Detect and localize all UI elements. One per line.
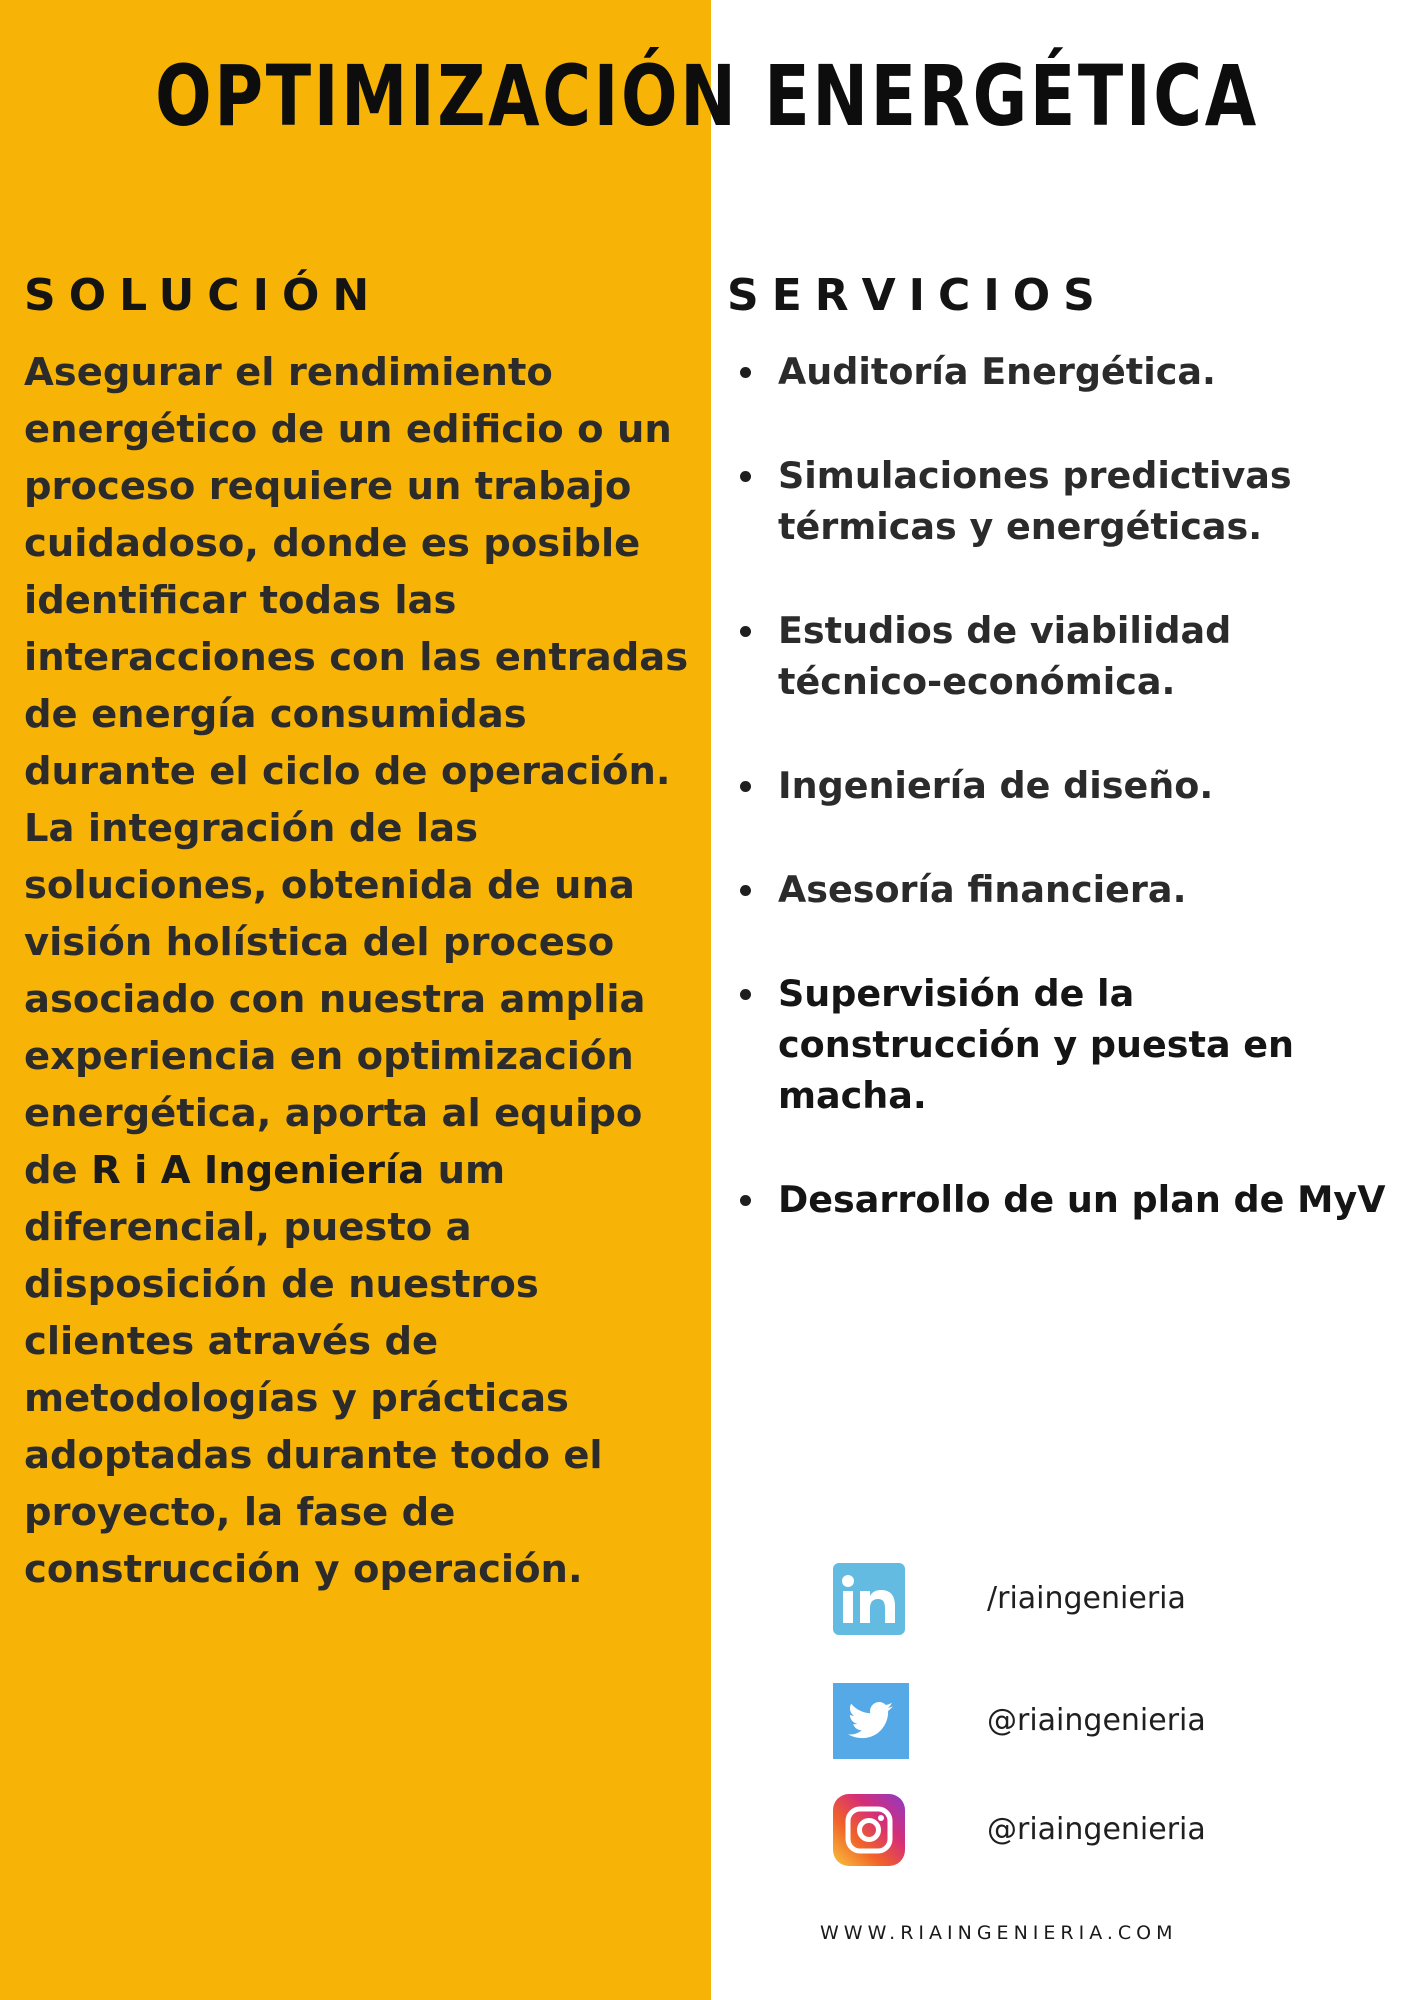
bullet-icon xyxy=(740,885,751,896)
service-item xyxy=(740,605,1400,707)
solution-text-after: um diferencial, puesto a disposición de nuestros clientes através de metodologías y prácticas adoptadas durante todo el proyecto, la fase de construcción y operación. xyxy=(24,1148,603,1592)
service-item xyxy=(740,450,1400,552)
services-list xyxy=(740,346,1400,1278)
bullet-icon xyxy=(740,1195,751,1206)
social-instagram[interactable] xyxy=(833,1794,1206,1866)
website-link[interactable]: WWW.RIAINGENIERIA.COM xyxy=(820,1922,1178,1944)
linkedin-icon[interactable] xyxy=(833,1563,905,1635)
social-twitter[interactable] xyxy=(833,1683,1206,1759)
service-item xyxy=(740,968,1400,1121)
social-linkedin[interactable] xyxy=(833,1563,1186,1635)
service-item-label: Ingeniería de diseño. xyxy=(778,764,1214,807)
bullet-icon xyxy=(740,471,751,482)
service-item-label: Supervisión de la construcción y puesta en macha. xyxy=(778,972,1295,1117)
twitter-icon[interactable] xyxy=(833,1683,909,1759)
linkedin-handle[interactable]: /riaingenieria xyxy=(987,1581,1186,1616)
page-title: OPTIMIZACIÓN ENERGÉTICA xyxy=(155,47,1259,145)
service-item-label: Estudios de viabilidad técnico-económica. xyxy=(778,609,1232,703)
brand-name: R i A Ingeniería xyxy=(91,1148,425,1193)
solution-text-before: Asegurar el rendimiento energético de un edificio o un proceso requiere un trabajo cuidadoso, donde es posible identificar todas las interacciones con las entradas de energía consumidas durante el ciclo de operación. La integración de las soluciones, obtenida de una visión holística del proceso asociado con nuestra amplia experiencia en optimización energética, aporta al equipo de xyxy=(24,350,689,1193)
bullet-icon xyxy=(740,989,751,1000)
service-item xyxy=(740,864,1400,915)
instagram-icon[interactable] xyxy=(833,1794,905,1866)
instagram-handle[interactable]: @riaingenieria xyxy=(987,1812,1206,1847)
service-item xyxy=(740,1174,1400,1225)
bullet-icon xyxy=(740,781,751,792)
services-heading: SERVICIOS xyxy=(727,270,1108,321)
service-item xyxy=(740,346,1400,397)
service-item xyxy=(740,760,1400,811)
service-item-label: Asesoría financiera. xyxy=(778,868,1187,911)
service-item-label: Simulaciones predictivas térmicas y energéticas. xyxy=(778,454,1292,548)
bullet-icon xyxy=(740,626,751,637)
solution-text xyxy=(24,344,704,1598)
solution-heading: SOLUCIÓN xyxy=(24,270,383,321)
bullet-icon xyxy=(740,367,751,378)
service-item-label: Auditoría Energética. xyxy=(778,350,1216,393)
service-item-label: Desarrollo de un plan de MyV xyxy=(778,1178,1386,1221)
twitter-handle[interactable]: @riaingenieria xyxy=(987,1703,1206,1738)
